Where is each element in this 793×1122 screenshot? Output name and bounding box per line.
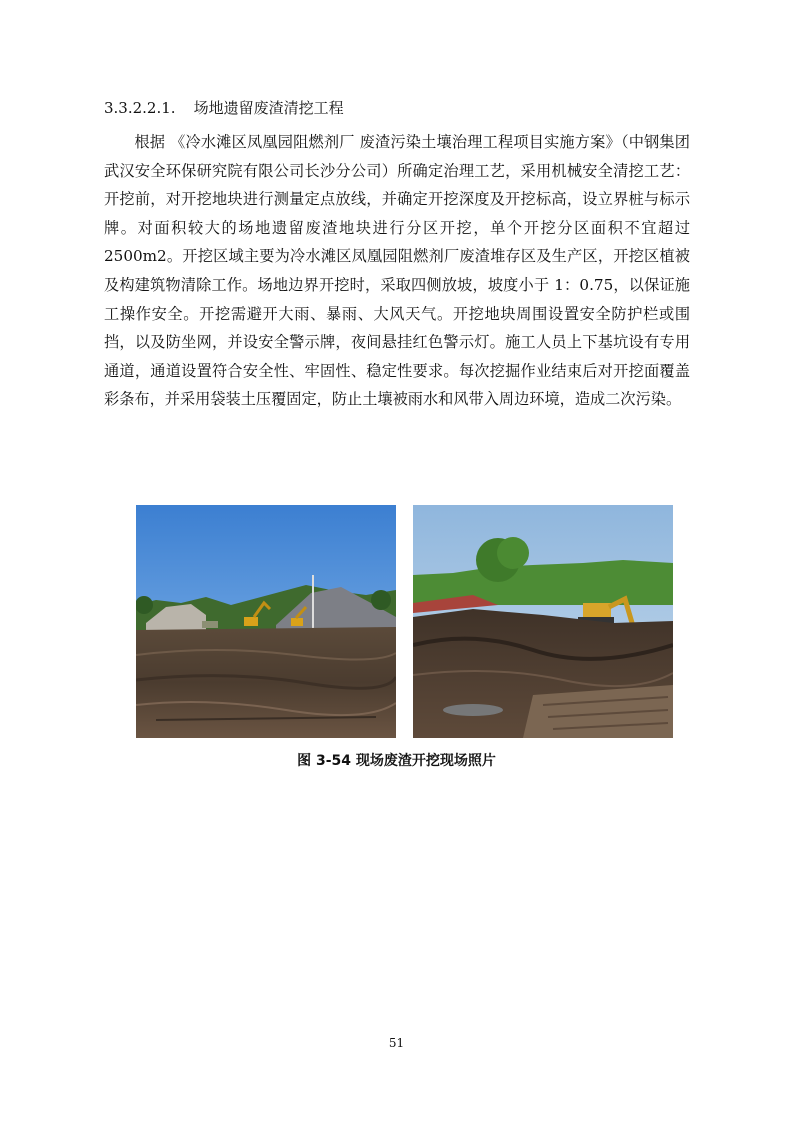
site-photo-right [413, 505, 673, 738]
section-number: 3.3.2.2.1. [104, 99, 176, 117]
figure-caption: 图 3-54 现场废渣开挖现场照片 [297, 753, 496, 769]
page-number: 51 [388, 1036, 405, 1050]
section-heading [104, 98, 344, 118]
section-title: 场地遗留废渣清挖工程 [193, 99, 344, 117]
body-paragraph: 根据 《冷水滩区凤凰园阻燃剂厂 废渣污染土壤治理工程项目实施方案》（中钢集团武汉安全环保研究院有限公司长沙分公司）所确定治理工艺，采用机械安全清挖工艺：开挖前，对开挖地块进行测量定点放线，并确定开挖深度及开挖标高，设立界桩与标示牌。对面积较大的场地遗留废渣地块进行分区开挖，单个开挖分区面积不宜超过 2500m2。开挖区域主要为冷水滩区凤凰园阻燃剂厂废渣堆存区及生产区，开挖区植被及构建筑物清除工作。场地边界开挖时，采取四侧放坡，坡度小于 1：0.75，以保证施工操作安全。开挖需避开大雨、暴雨、大风天气。开挖地块周围设置安全防护栏或围挡，以及防坐网，并设安全警示牌，夜间悬挂红色警示灯。施工人员上下基坑设有专用通道，通道设置符合安全性、牢固性、稳定性要求。每次挖掘作业结束后对开挖面覆盖彩条布，并采用袋装土压覆固定，防止土壤被雨水和风带入周边环境，造成二次污染。 [104, 133, 690, 409]
site-photo-left [136, 505, 396, 738]
